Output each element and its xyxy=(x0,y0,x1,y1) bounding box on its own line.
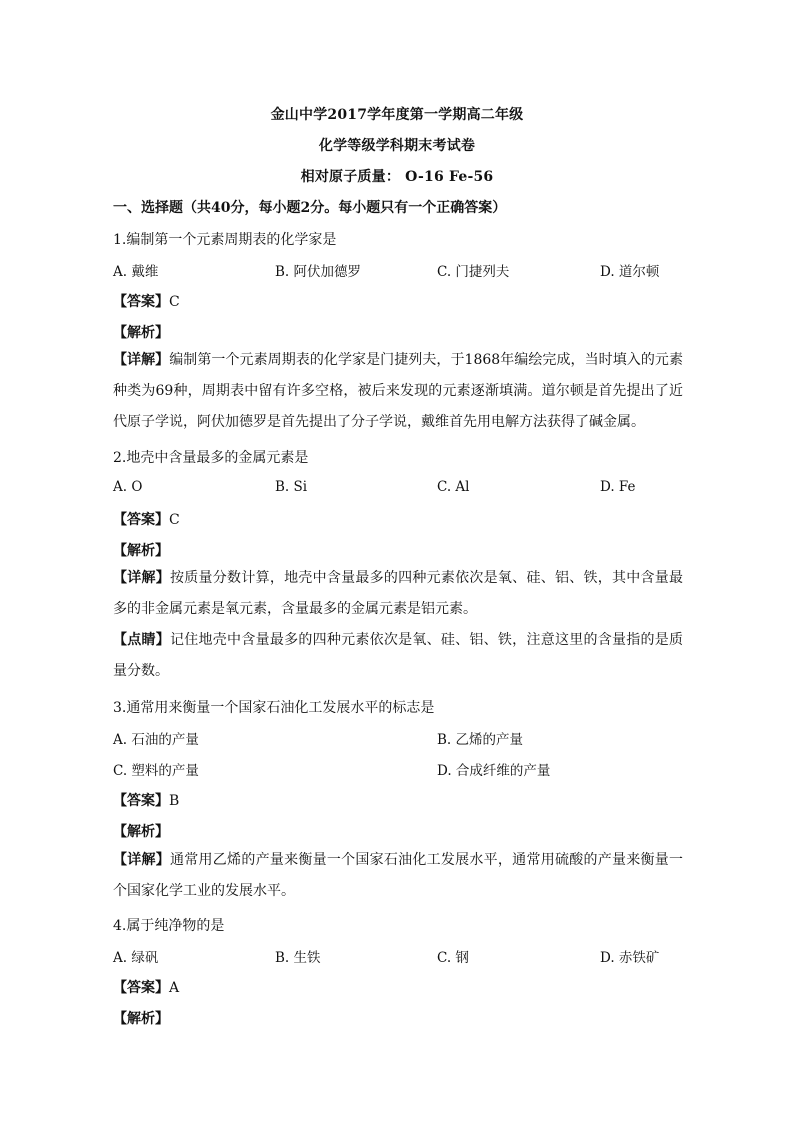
analysis-label: 【解析】 xyxy=(113,325,169,341)
question-stem: 1.编制第一个元素周期表的化学家是 xyxy=(113,232,337,248)
question-stem: 3.通常用来衡量一个国家石油化工发展水平的标志是 xyxy=(113,700,435,716)
detail-paragraph xyxy=(113,845,683,907)
option-b: B. 生铁 xyxy=(275,950,321,966)
point-paragraph xyxy=(113,625,683,687)
option-b: B. Si xyxy=(275,479,308,495)
option-d: D. Fe xyxy=(600,479,636,495)
option-d: D. 赤铁矿 xyxy=(600,950,660,966)
detail-label: 【详解】 xyxy=(113,352,170,368)
detail-text: 按质量分数计算，地壳中含量最多的四种元素依次是氧、硅、铝、铁，其中含量最多的非金属元素是氧元素，含量最多的金属元素是铝元素。 xyxy=(113,570,684,617)
option-c: C. 门捷列夫 xyxy=(437,264,510,280)
option-b: B. 乙烯的产量 xyxy=(437,732,524,748)
answer-value: C xyxy=(169,294,180,310)
question-stem: 4.属于纯净物的是 xyxy=(113,918,225,934)
option-a: A. O xyxy=(113,479,143,495)
answer-value: A xyxy=(169,980,180,996)
analysis-label: 【解析】 xyxy=(113,824,169,840)
detail-paragraph xyxy=(113,563,683,625)
answer-label: 【答案】 xyxy=(113,793,169,809)
option-a: A. 戴维 xyxy=(113,264,159,280)
option-c: C. 钢 xyxy=(437,950,469,966)
answer-line xyxy=(113,509,683,529)
answer-label: 【答案】 xyxy=(113,980,169,996)
point-label: 【点睛】 xyxy=(113,632,171,648)
section-heading: 一、选择题（共40分，每小题2分。每小题只有一个正确答案） xyxy=(113,200,507,216)
option-b: B. 阿伏加德罗 xyxy=(275,264,362,280)
option-c: C. 塑料的产量 xyxy=(113,763,199,779)
detail-paragraph xyxy=(113,345,683,438)
exam-subtitle: 化学等级学科期末考试卷 xyxy=(318,138,476,154)
option-d: D. 道尔顿 xyxy=(600,264,660,280)
answer-line xyxy=(113,291,683,311)
analysis-label: 【解析】 xyxy=(113,1011,169,1027)
atomic-mass-line: 相对原子质量： O-16 Fe-56 xyxy=(300,169,494,185)
answer-value: C xyxy=(169,512,180,528)
analysis-label: 【解析】 xyxy=(113,543,169,559)
detail-label: 【详解】 xyxy=(113,570,171,586)
option-a: A. 石油的产量 xyxy=(113,732,199,748)
detail-label: 【详解】 xyxy=(113,852,171,868)
answer-label: 【答案】 xyxy=(113,512,169,528)
answer-line xyxy=(113,977,683,997)
answer-value: B xyxy=(169,793,180,809)
option-a: A. 绿矾 xyxy=(113,950,159,966)
detail-text: 通常用乙烯的产量来衡量一个国家石油化工发展水平，通常用硫酸的产量来衡量一个国家化学工业的发展水平。 xyxy=(113,852,684,899)
answer-label: 【答案】 xyxy=(113,294,169,310)
exam-title: 金山中学2017学年度第一学期高二年级 xyxy=(270,107,524,123)
option-d: D. 合成纤维的产量 xyxy=(437,763,551,779)
option-c: C. Al xyxy=(437,479,470,495)
point-text: 记住地壳中含量最多的四种元素依次是氧、硅、铝、铁，注意这里的含量指的是质量分数。 xyxy=(113,632,684,679)
detail-text: 编制第一个元素周期表的化学家是门捷列夫，于1868年编绘完成，当时填入的元素种类为69种，周期表中留有许多空格，被后来发现的元素逐渐填满。道尔顿是首先提出了近代原子学说，阿伏加德罗是首先提出了分子学说，戴维首先用电解方法获得了碱金属。 xyxy=(113,352,683,430)
answer-line xyxy=(113,790,683,810)
question-stem: 2.地壳中含量最多的金属元素是 xyxy=(113,450,309,466)
